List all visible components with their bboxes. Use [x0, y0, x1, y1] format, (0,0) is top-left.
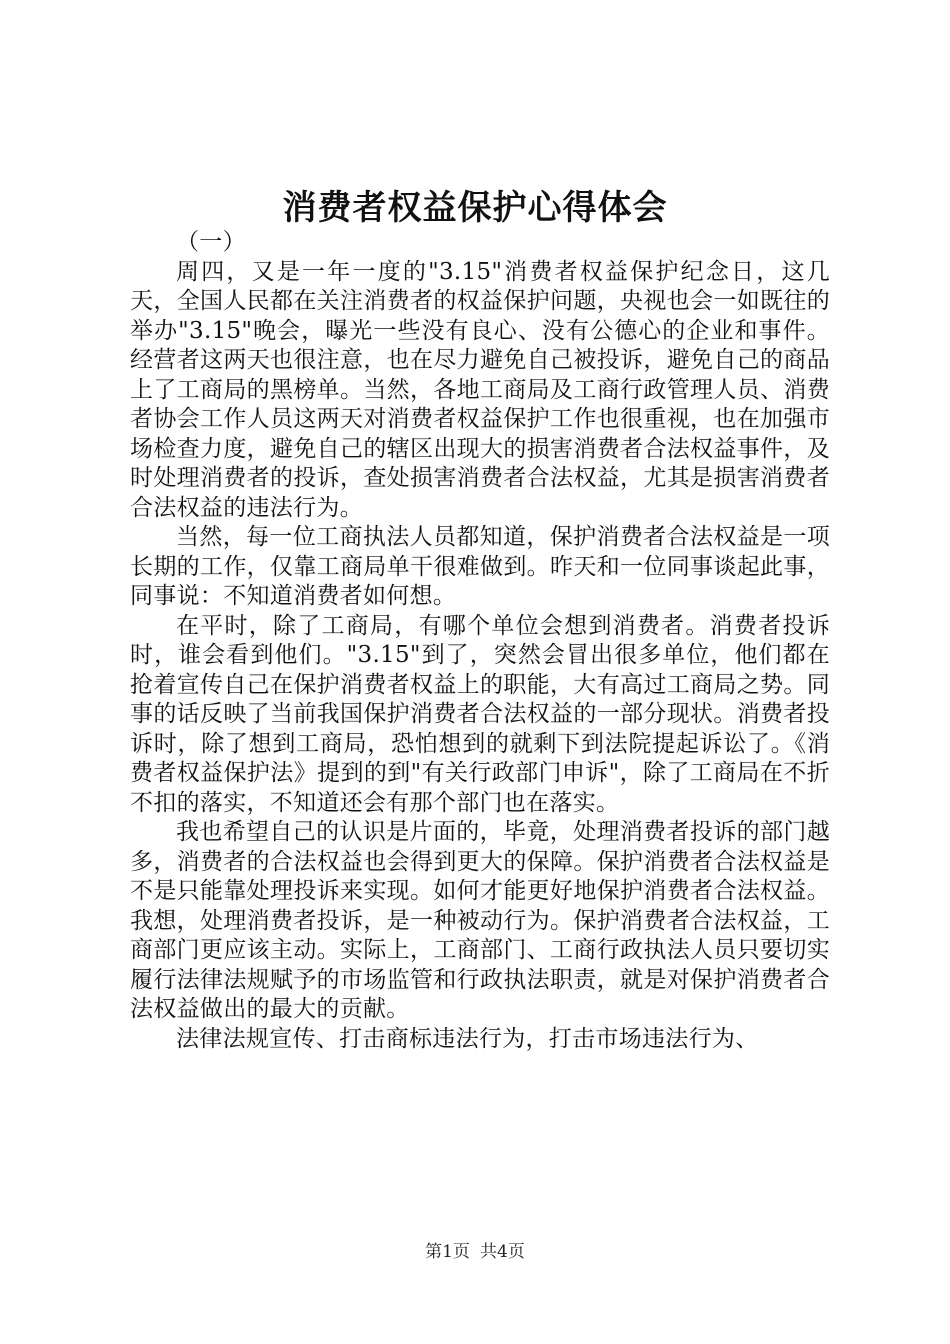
paragraph: 法律法规宣传、打击商标违法行为，打击市场违法行为、	[176, 1025, 759, 1052]
section-label: （一）	[176, 229, 246, 255]
page-total: 共4页	[480, 1242, 525, 1262]
page-title: 消费者权益保护心得体会	[282, 188, 668, 228]
paragraph: 在平时，除了工商局，有哪个单位会想到消费者。消费者投诉时，谁会看到他们。"3.15"到了，突然会冒出很多单位，他们都在抢着宣传自己在保护消费者权益上的职能，大有高过工商局之势。同事的话反映了当前我国保护消费者合法权益的一部分现状。消费者投诉时，除了想到工商局，恐怕想到的就剩下到法院提起诉讼了。《消费者权益保护法》提到的到"有关行政部门申诉"，除了工商局在不折不扣的落实，不知道还会有那个部门也在落实。	[130, 612, 830, 816]
paragraph: 我也希望自己的认识是片面的，毕竟，处理消费者投诉的部门越多，消费者的合法权益也会得到更大的保障。保护消费者合法权益是不是只能靠处理投诉来实现。如何才能更好地保护消费者合法权益。我想，处理消费者投诉，是一种被动行为。保护消费者合法权益，工商部门更应该主动。实际上，工商部门、工商行政执法人员只要切实履行法律法规赋予的市场监管和行政执法职责，就是对保护消费者合法权益做出的最大的贡献。	[130, 819, 830, 1022]
paragraph: 当然，每一位工商执法人员都知道，保护消费者合法权益是一项长期的工作，仅靠工商局单干很难做到。昨天和一位同事谈起此事，同事说：不知道消费者如何想。	[130, 524, 830, 609]
page-footer	[0, 1240, 950, 1264]
document-body	[130, 228, 830, 1054]
paragraph: 周四，又是一年一度的"3.15"消费者权益保护纪念日，这几天，全国人民都在关注消费者的权益保护问题，央视也会一如既往的举办"3.15"晚会，曝光一些没有良心、没有公德心的企业和事件。经营者这两天也很注意，也在尽力避免自己被投诉，避免自己的商品上了工商局的黑榜单。当然，各地工商局及工商行政管理人员、消费者协会工作人员这两天对消费者权益保护工作也很重视，也在加强市场检查力度，避免自己的辖区出现大的损害消费者合法权益事件，及时处理消费者的投诉，查处损害消费者合法权益，尤其是损害消费者合法权益的违法行为。	[130, 258, 830, 521]
page-number: 第1页	[425, 1242, 470, 1262]
